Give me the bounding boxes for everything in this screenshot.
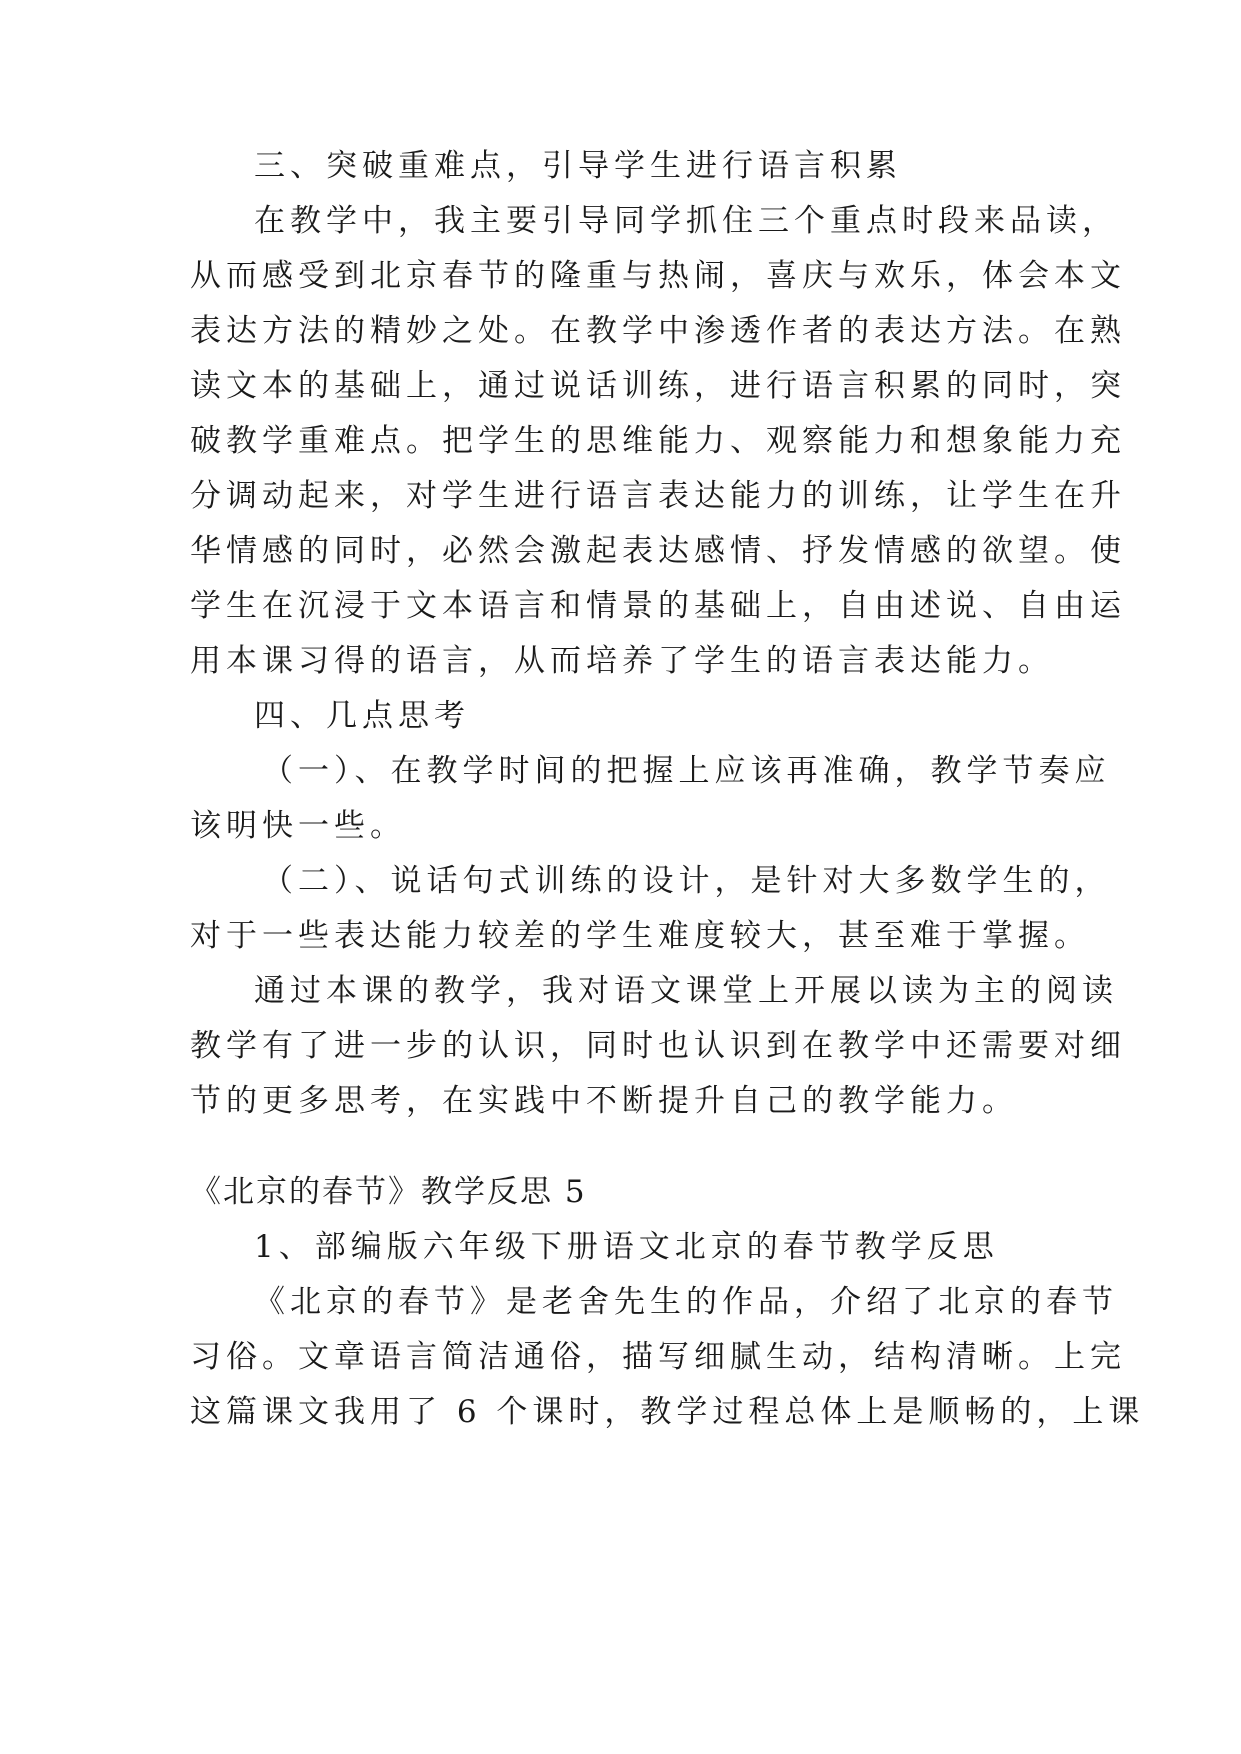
paragraph-line: 节的更多思考，在实践中不断提升自己的教学能力。 xyxy=(190,1083,1018,1119)
paragraph-line: 习俗。文章语言简洁通俗，描写细腻生动，结构清晰。上完 xyxy=(190,1339,1126,1375)
paragraph-line: （一）、在教学时间的把握上应该再准确，教学节奏应 xyxy=(262,753,1111,789)
paragraph-line: 这篇课文我用了 6 个课时，教学过程总体上是顺畅的，上课 xyxy=(190,1394,1145,1430)
section-heading: 四、几点思考 xyxy=(254,698,470,734)
paragraph-line: 华情感的同时，必然会激起表达感情、抒发情感的欲望。使 xyxy=(190,533,1126,569)
paragraph-line: 对于一些表达能力较差的学生难度较大，甚至难于掌握。 xyxy=(190,918,1090,954)
paragraph-line: 在教学中，我主要引导同学抓住三个重点时段来品读， xyxy=(254,203,1118,239)
paragraph-line: 教学有了进一步的认识，同时也认识到在教学中还需要对细 xyxy=(190,1028,1126,1064)
paragraph-line: 通过本课的教学，我对语文课堂上开展以读为主的阅读 xyxy=(254,973,1118,1009)
paragraph-line: 读文本的基础上，通过说话训练，进行语言积累的同时，突 xyxy=(190,368,1126,404)
paragraph-line: 《北京的春节》是老舍先生的作品，介绍了北京的春节 xyxy=(254,1284,1118,1320)
paragraph-line: 破教学重难点。把学生的思维能力、观察能力和想象能力充 xyxy=(190,423,1126,459)
paragraph-line: 该明快一些。 xyxy=(190,808,406,844)
paragraph-line: 表达方法的精妙之处。在教学中渗透作者的表达方法。在熟 xyxy=(190,313,1126,349)
paragraph-line: 从而感受到北京春节的隆重与热闹，喜庆与欢乐，体会本文 xyxy=(190,258,1126,294)
paragraph-line: 用本课习得的语言，从而培养了学生的语言表达能力。 xyxy=(190,643,1054,679)
paragraph-line: 学生在沉浸于文本语言和情景的基础上，自由述说、自由运 xyxy=(190,588,1126,624)
reflection-title: 《北京的春节》教学反思 5 xyxy=(190,1174,587,1210)
paragraph-line: （二）、说话句式训练的设计，是针对大多数学生的， xyxy=(262,863,1111,899)
section-subheading: 1、部编版六年级下册语文北京的春节教学反思 xyxy=(254,1229,999,1265)
paragraph-line: 分调动起来，对学生进行语言表达能力的训练，让学生在升 xyxy=(190,478,1126,514)
section-heading: 三、突破重难点，引导学生进行语言积累 xyxy=(254,148,902,184)
